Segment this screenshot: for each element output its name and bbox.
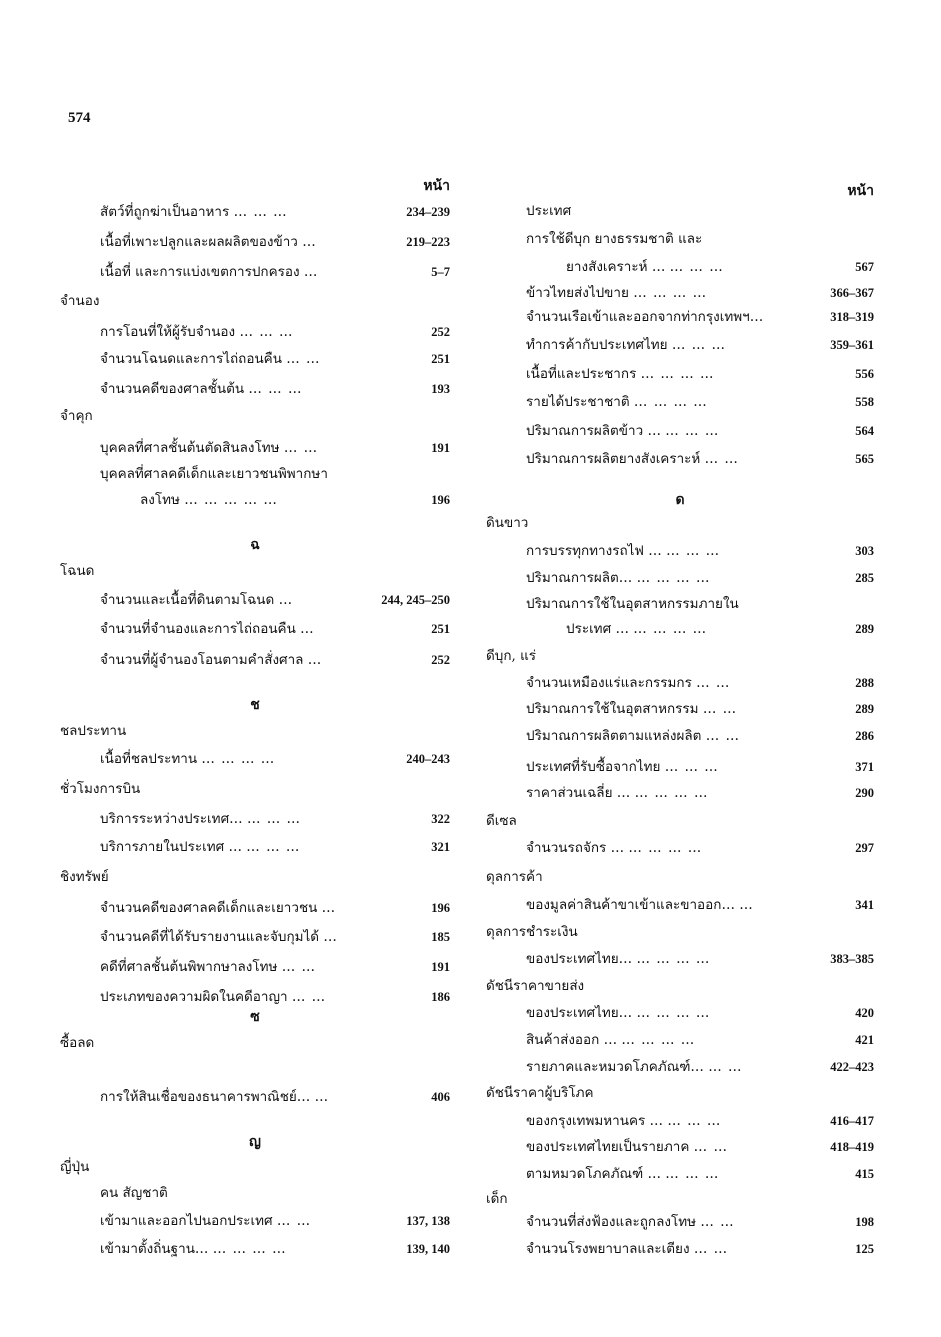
page-ref: 193 bbox=[431, 382, 450, 396]
index-entry: คน สัญชาติ bbox=[100, 1185, 168, 1201]
index-entry: เข้ามาตั้งถิ่นฐาน… … … … … 139, 140 bbox=[60, 1238, 450, 1260]
index-heading: ดีเซล bbox=[486, 813, 517, 829]
index-entry: รายภาคและหมวดโภคภัณฑ์… … … 422–423 bbox=[486, 1056, 874, 1078]
page-column-label: หน้า bbox=[847, 183, 874, 199]
page-ref: 318–319 bbox=[830, 310, 874, 324]
page-ref: 196 bbox=[431, 901, 450, 915]
index-entry: เนื้อที่เพาะปลูกและผลผลิตของข้าว … 219–223 bbox=[60, 231, 450, 253]
page-ref: 341 bbox=[855, 898, 874, 912]
page-ref: 185 bbox=[431, 930, 450, 944]
section-letter: ฉ bbox=[250, 537, 260, 553]
index-entry: รายได้ประชาชาติ … … … … 558 bbox=[486, 391, 874, 413]
index-entry: จำนวนคดีที่ได้รับรายงานและจับกุมได้ … 185 bbox=[60, 926, 450, 948]
index-entry: จำนวนที่จำนองและการไถ่ถอนคืน … 251 bbox=[60, 618, 450, 640]
page-ref: 240–243 bbox=[406, 752, 450, 766]
index-entry: บริการภายในประเทศ … … … … 321 bbox=[60, 836, 450, 858]
page-ref: 198 bbox=[855, 1215, 874, 1229]
index-entry: จำนวนคดีของศาลชั้นต้น … … … 193 bbox=[60, 378, 450, 400]
page-ref: 321 bbox=[431, 840, 450, 854]
index-heading: จำคุก bbox=[60, 408, 93, 424]
index-entry: จำนวนและเนื้อที่ดินตามโฉนด … 244, 245–250 bbox=[60, 589, 450, 611]
index-heading: ญี่ปุ่น bbox=[60, 1159, 90, 1175]
index-entry: จำนวนรถจักร … … … … … 297 bbox=[486, 837, 874, 859]
page-ref: 422–423 bbox=[830, 1060, 874, 1074]
index-entry: ปริมาณการผลิตข้าว … … … … 564 bbox=[486, 420, 874, 442]
index-heading: ชลประทาน bbox=[60, 723, 127, 739]
index-entry: ข้าวไทยส่งไปขาย … … … … 366–367 bbox=[486, 282, 874, 304]
page-ref: 366–367 bbox=[830, 286, 874, 300]
index-heading: ชั่วโมงการบิน bbox=[60, 781, 141, 797]
page-ref: 290 bbox=[855, 786, 874, 800]
index-heading: ชิงทรัพย์ bbox=[60, 869, 109, 885]
page-ref: 251 bbox=[431, 352, 450, 366]
index-entry: ปริมาณการใช้ในอุตสาหกรรมภายใน bbox=[526, 596, 739, 612]
page-ref: 191 bbox=[431, 441, 450, 455]
index-entry: คดีที่ศาลชั้นต้นพิพากษาลงโทษ … … 191 bbox=[60, 956, 450, 978]
index-heading: จำนอง bbox=[60, 293, 100, 309]
page-ref: 556 bbox=[855, 367, 874, 381]
page-ref: 137, 138 bbox=[406, 1214, 450, 1228]
page-ref: 416–417 bbox=[830, 1114, 874, 1128]
index-entry: ของกรุงเทพมหานคร … … … … 416–417 bbox=[486, 1110, 874, 1132]
page-ref: 285 bbox=[855, 571, 874, 585]
index-entry: ของประเทศไทย… … … … … 383–385 bbox=[486, 948, 874, 970]
index-entry: จำนวนเหมืองแร่และกรรมกร … … 288 bbox=[486, 672, 874, 694]
index-entry: ทำการค้ากับประเทศไทย … … … 359–361 bbox=[486, 334, 874, 356]
section-letter: ด bbox=[675, 492, 685, 508]
index-entry: จำนวนที่ผู้จำนองโอนตามคำสั่งศาล … 252 bbox=[60, 649, 450, 671]
index-entry: ปริมาณการใช้ในอุตสาหกรรม … … 289 bbox=[486, 698, 874, 720]
index-entry: ราคาส่วนเฉลี่ย … … … … … 290 bbox=[486, 782, 874, 804]
page-column-label: หน้า bbox=[423, 178, 450, 194]
page-ref: 564 bbox=[855, 424, 874, 438]
index-heading: ดุลการชำระเงิน bbox=[486, 924, 578, 940]
index-entry: บุคคลที่ศาลชั้นต้นตัดสินลงโทษ … … 191 bbox=[60, 437, 450, 459]
index-entry: ของประเทศไทย… … … … … 420 bbox=[486, 1002, 874, 1024]
page-ref: 565 bbox=[855, 452, 874, 466]
page-ref: 289 bbox=[855, 702, 874, 716]
index-entry: ปริมาณการผลิตตามแหล่งผลิต … … 286 bbox=[486, 725, 874, 747]
index-heading: โฉนด bbox=[60, 563, 95, 579]
index-entry: จำนวนคดีของศาลคดีเด็กและเยาวชน … 196 bbox=[60, 897, 450, 919]
index-entry: บริการระหว่างประเทศ… … … … 322 bbox=[60, 808, 450, 830]
index-entry: การบรรทุกทางรถไฟ … … … … 303 bbox=[486, 540, 874, 562]
index-entry: ตามหมวดโภคภัณฑ์ … … … … 415 bbox=[486, 1163, 874, 1185]
index-entry: ของมูลค่าสินค้าขาเข้าและขาออก… … 341 bbox=[486, 894, 874, 916]
page-ref: 252 bbox=[431, 325, 450, 339]
index-entry: เนื้อที่ และการแบ่งเขตการปกครอง … 5–7 bbox=[60, 261, 450, 283]
page-ref: 251 bbox=[431, 622, 450, 636]
index-entry: เนื้อที่ชลประทาน … … … … 240–243 bbox=[60, 748, 450, 770]
index-heading: ซื้อลด bbox=[60, 1035, 95, 1051]
page-ref: 322 bbox=[431, 812, 450, 826]
index-heading: ดุลการค้า bbox=[486, 869, 543, 885]
page-ref: 234–239 bbox=[406, 205, 450, 219]
index-heading: ดีบุก, แร่ bbox=[486, 648, 537, 664]
index-entry: การใช้ดีบุก ยางธรรมชาติ และ bbox=[526, 231, 703, 247]
index-entry: ประเภทของความผิดในคดีอาญา … … 186 bbox=[60, 986, 450, 1008]
index-entry: ประเทศที่รับซื้อจากไทย … … … 371 bbox=[486, 756, 874, 778]
index-entry: ประเทศ … … … … … 289 bbox=[486, 618, 874, 640]
page-ref: 406 bbox=[431, 1090, 450, 1104]
index-entry: จำนวนโฉนดและการไถ่ถอนคืน … … 251 bbox=[60, 348, 450, 370]
page-ref: 186 bbox=[431, 990, 450, 1004]
page-ref: 286 bbox=[855, 729, 874, 743]
index-entry: ยางสังเคราะห์ … … … … 567 bbox=[486, 256, 874, 278]
page-ref: 125 bbox=[855, 1242, 874, 1256]
page-ref: 558 bbox=[855, 395, 874, 409]
index-heading: ดัชนีราคาขายส่ง bbox=[486, 978, 585, 994]
index-entry: การให้สินเชื่อของธนาคารพาณิชย์… … 406 bbox=[60, 1086, 450, 1108]
page-number: 574 bbox=[68, 110, 91, 126]
index-entry: ปริมาณการผลิตยางสังเคราะห์ … … 565 bbox=[486, 448, 874, 470]
page-ref: 252 bbox=[431, 653, 450, 667]
page-ref: 359–361 bbox=[830, 338, 874, 352]
page-ref: 297 bbox=[855, 841, 874, 855]
index-heading: เด็ก bbox=[486, 1191, 508, 1207]
index-entry: จำนวนเรือเข้าและออกจากท่ากรุงเทพฯ… 318–319 bbox=[486, 306, 874, 328]
page-ref: 244, 245–250 bbox=[381, 593, 450, 607]
index-entry: ปริมาณการผลิต… … … … … 285 bbox=[486, 567, 874, 589]
index-heading: ประเทศ bbox=[526, 203, 572, 219]
index-entry: สินค้าส่งออก … … … … … 421 bbox=[486, 1029, 874, 1051]
page-ref: 415 bbox=[855, 1167, 874, 1181]
index-entry: ของประเทศไทยเป็นรายภาค … … 418–419 bbox=[486, 1136, 874, 1158]
index-heading: ดัชนีราคาผู้บริโภค bbox=[486, 1085, 594, 1101]
section-letter: ซ bbox=[250, 1009, 260, 1025]
page-ref: 288 bbox=[855, 676, 874, 690]
page-ref: 383–385 bbox=[830, 952, 874, 966]
index-entry: สัตว์ที่ถูกฆ่าเป็นอาหาร … … … 234–239 bbox=[60, 201, 450, 223]
index-entry: บุคคลที่ศาลคดีเด็กและเยาวชนพิพากษา bbox=[100, 466, 328, 482]
page-ref: 5–7 bbox=[431, 265, 450, 279]
page-ref: 139, 140 bbox=[406, 1242, 450, 1256]
index-entry: เนื้อที่และประชากร … … … … 556 bbox=[486, 363, 874, 385]
page-ref: 303 bbox=[855, 544, 874, 558]
page-ref: 289 bbox=[855, 622, 874, 636]
index-heading: ดินขาว bbox=[486, 515, 529, 531]
page-ref: 420 bbox=[855, 1006, 874, 1020]
page-ref: 371 bbox=[855, 760, 874, 774]
page-ref: 191 bbox=[431, 960, 450, 974]
page-ref: 196 bbox=[431, 493, 450, 507]
index-entry: จำนวนโรงพยาบาลและเตียง … … 125 bbox=[486, 1238, 874, 1260]
section-letter: ญ bbox=[249, 1134, 261, 1150]
page-ref: 567 bbox=[855, 260, 874, 274]
index-entry: การโอนที่ให้ผู้รับจำนอง … … … 252 bbox=[60, 321, 450, 343]
page-ref: 219–223 bbox=[406, 235, 450, 249]
section-letter: ช bbox=[250, 697, 260, 713]
page-ref: 421 bbox=[855, 1033, 874, 1047]
index-entry: จำนวนที่ส่งฟ้องและถูกลงโทษ … … 198 bbox=[486, 1211, 874, 1233]
page-ref: 418–419 bbox=[830, 1140, 874, 1154]
index-entry: เข้ามาและออกไปนอกประเทศ … … 137, 138 bbox=[60, 1210, 450, 1232]
index-entry: ลงโทษ … … … … … 196 bbox=[60, 489, 450, 511]
